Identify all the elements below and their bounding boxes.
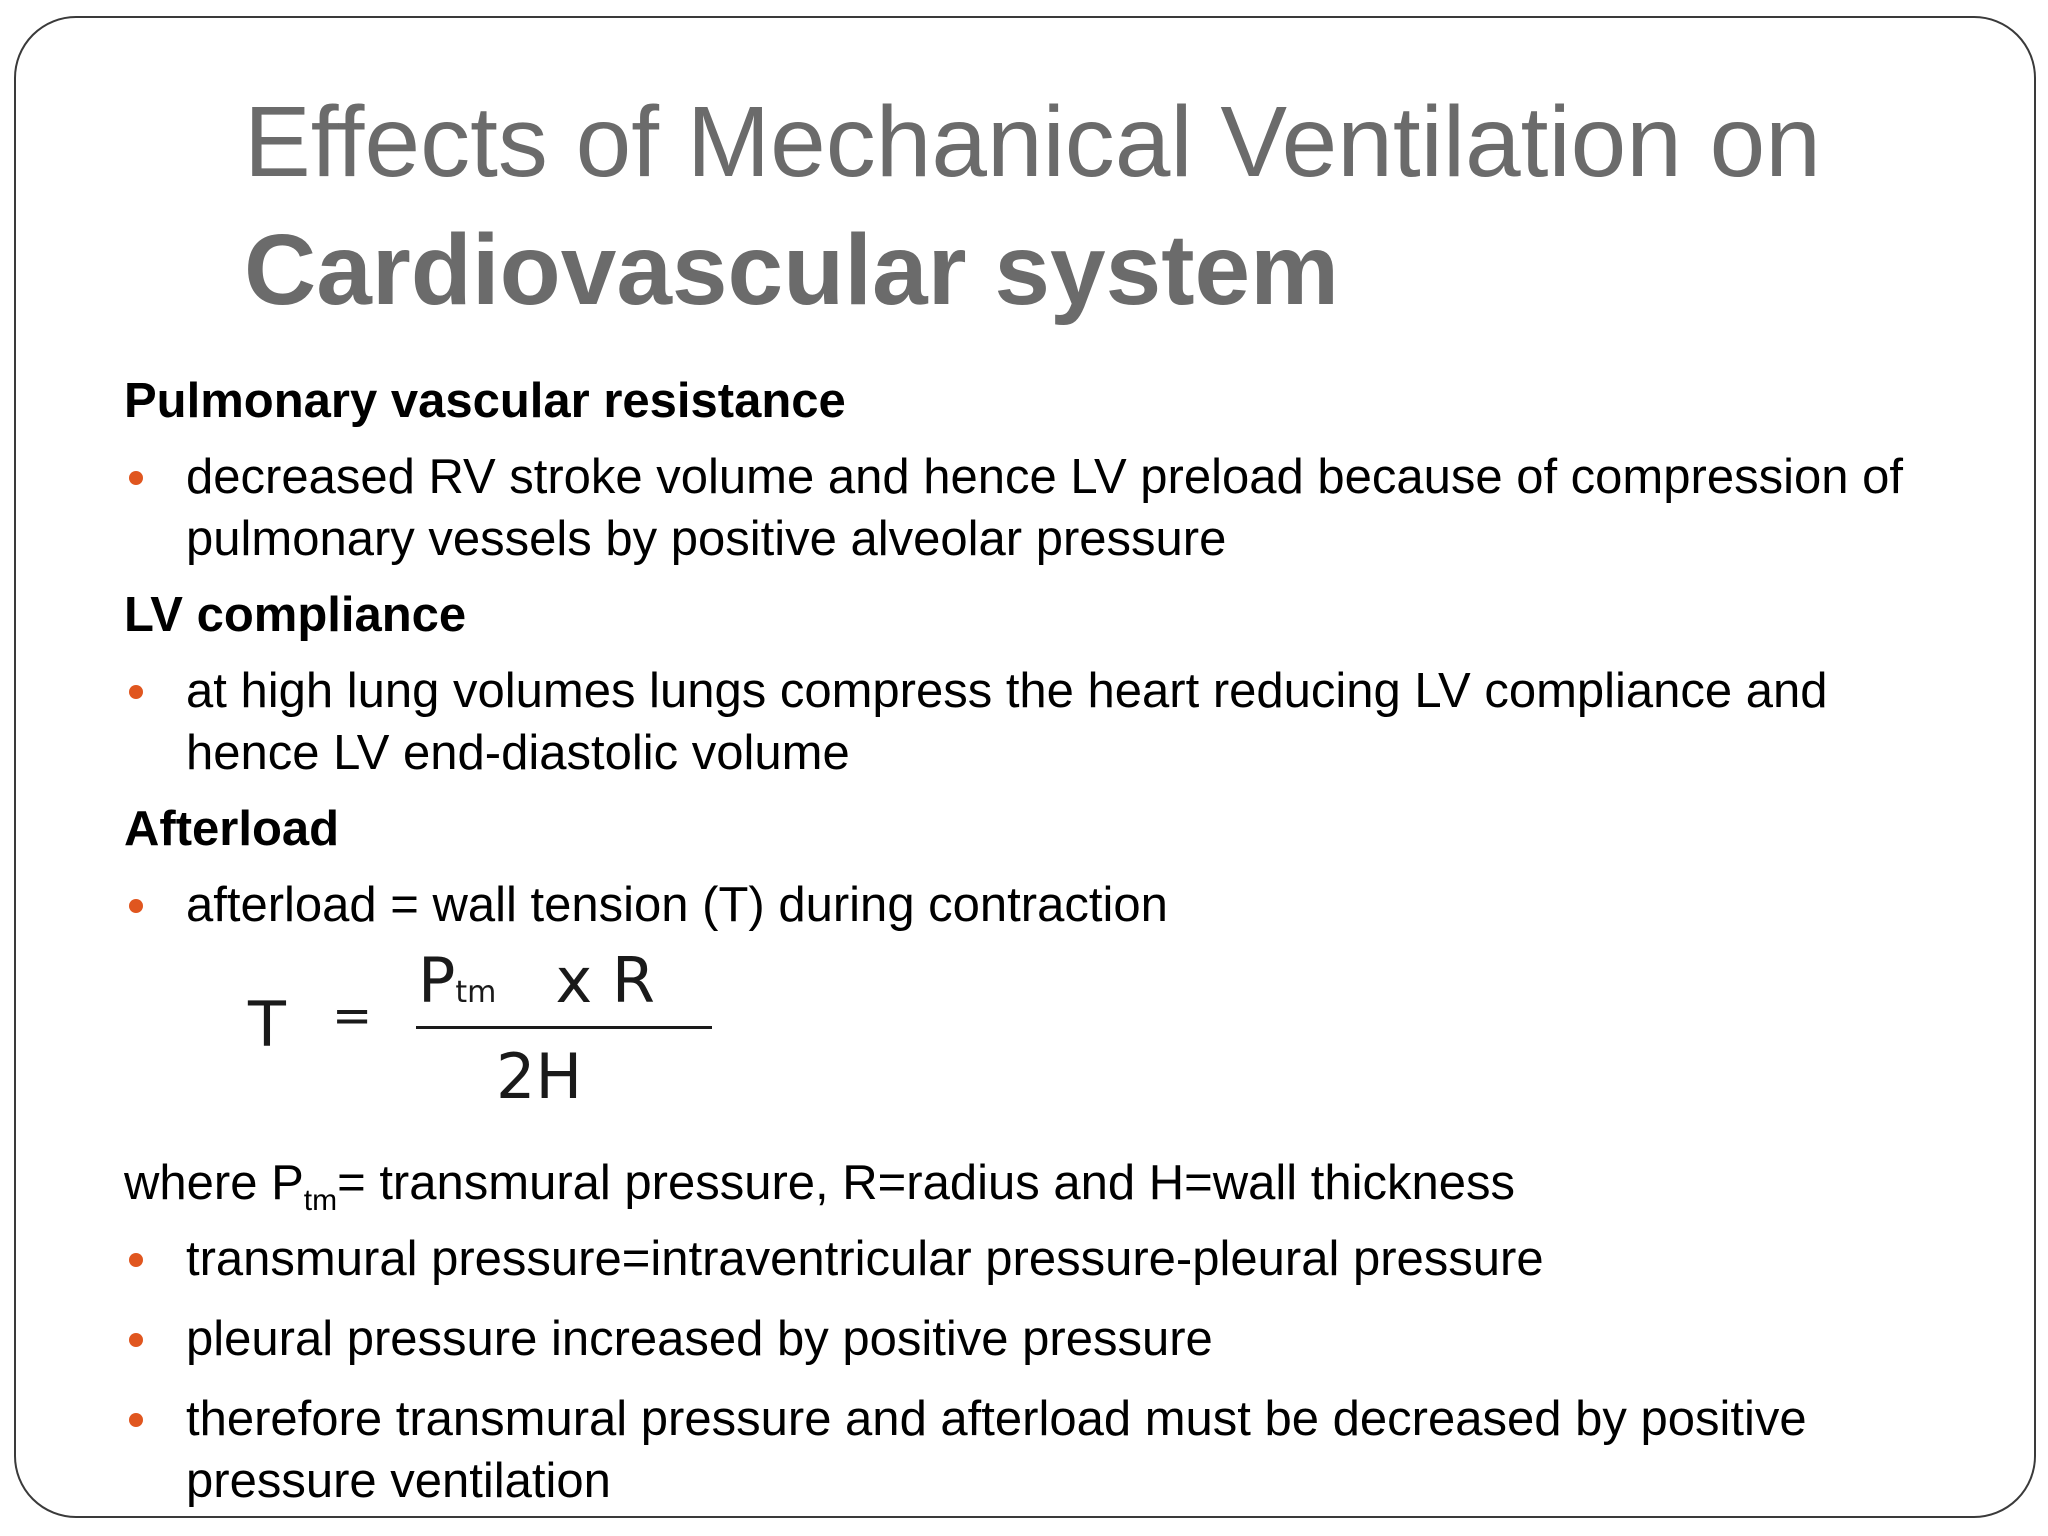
formula-equals: =	[332, 988, 373, 1044]
fraction-bar	[416, 1026, 712, 1029]
bullet-text: therefore transmural pressure and afterload must be decreased by positive pressure ventilation	[186, 1392, 1807, 1508]
section-heading-afterload: Afterload	[124, 802, 340, 856]
formula-lhs: T	[248, 988, 286, 1061]
where-subscript: tm	[303, 1183, 338, 1217]
formula-numerator-rest: x R	[555, 944, 655, 1017]
bullet-dot-icon	[129, 1333, 143, 1347]
bullet-item	[124, 1308, 1944, 1370]
bullet-dot-icon	[129, 899, 143, 913]
bullet-item	[124, 660, 1944, 784]
bullet-item	[124, 446, 1944, 570]
bullet-dot-icon	[129, 685, 143, 699]
where-suffix: = transmural pressure, R=radius and H=wall thickness	[337, 1156, 1515, 1210]
bullet-text: pleural pressure increased by positive pressure	[186, 1312, 1213, 1366]
bullet-text: decreased RV stroke volume and hence LV preload because of compression of pulmonary vessels by positive alveolar pressure	[186, 450, 1903, 566]
formula-numerator	[418, 944, 655, 1017]
bullet-dot-icon	[129, 1413, 143, 1427]
section-heading-pvr: Pulmonary vascular resistance	[124, 374, 846, 428]
wall-tension-formula	[242, 944, 1944, 1134]
bullet-item	[124, 874, 1944, 936]
bullet-text: at high lung volumes lungs compress the heart reducing LV compliance and hence LV end-diastolic volume	[186, 664, 1828, 780]
bullet-item	[124, 1228, 1944, 1290]
section-heading-lv-compliance: LV compliance	[124, 588, 467, 642]
slide-content	[124, 370, 1944, 1512]
bullet-dot-icon	[129, 471, 143, 485]
bullet-text: afterload = wall tension (T) during contraction	[186, 878, 1168, 932]
bullet-text: transmural pressure=intraventricular pressure-pleural pressure	[186, 1232, 1544, 1286]
title-line-2: Cardiovascular system	[244, 214, 1340, 326]
where-definition	[124, 1152, 1944, 1217]
slide-title	[244, 78, 2024, 334]
formula-numerator-p: P	[418, 944, 456, 1017]
where-prefix: where P	[124, 1156, 304, 1210]
title-line-1: Effects of Mechanical Ventilation on	[244, 86, 1821, 198]
bullet-item	[124, 1388, 1944, 1512]
bullet-dot-icon	[129, 1253, 143, 1267]
formula-denominator: 2H	[496, 1040, 583, 1113]
formula-numerator-sub: tm	[455, 975, 497, 1010]
